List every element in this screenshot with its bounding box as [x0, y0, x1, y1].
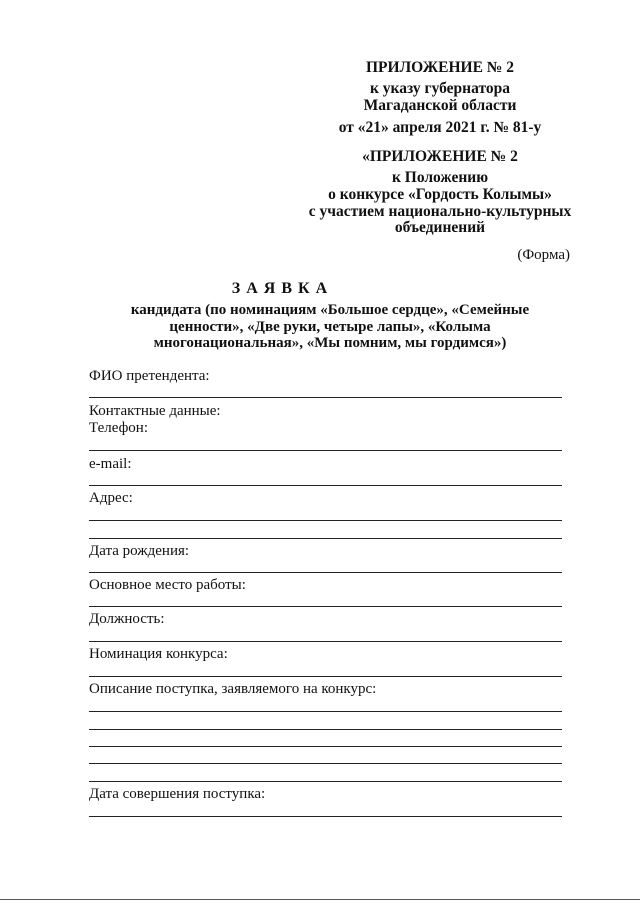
subtitle-line-2: ценности», «Две руки, четыре лапы», «Колыма: [169, 319, 491, 335]
field-fio-line[interactable]: [89, 397, 562, 398]
field-deed-date-line[interactable]: [89, 816, 562, 817]
decree-line-1: к указу губернатора: [370, 80, 510, 97]
field-workplace-line[interactable]: [89, 606, 562, 607]
field-email-label: e-mail:: [89, 456, 132, 472]
field-position-label: Должность:: [89, 611, 165, 627]
decree-date: от «21» апреля 2021 г. № 81-у: [338, 119, 542, 136]
decree-line-2: Магаданской области: [363, 97, 517, 114]
field-contacts-label: Контактные данные:: [89, 403, 221, 419]
document-title: З А Я В К А: [231, 280, 329, 297]
subtitle-line-1: кандидата (по номинациям «Большое сердце», «Семейные: [130, 302, 530, 318]
field-address-label: Адрес:: [89, 490, 133, 506]
field-birth-date-label: Дата рождения:: [89, 543, 190, 559]
page-bottom-edge: [0, 899, 640, 900]
field-address-line-1[interactable]: [89, 520, 562, 521]
field-description-label: Описание поступка, заявляемого на конкурс:: [89, 681, 377, 697]
field-description-line-1[interactable]: [89, 711, 562, 712]
regulation-title: «ПРИЛОЖЕНИЕ № 2: [362, 148, 518, 165]
regulation-line-2: о конкурсе «Гордость Колымы»: [328, 186, 552, 203]
field-phone-label: Телефон:: [89, 420, 148, 436]
regulation-line-3: с участием национально-культурных: [308, 203, 572, 220]
field-nomination-label: Номинация конкурса:: [89, 646, 228, 662]
field-fio-label: ФИО претендента:: [89, 368, 210, 384]
regulation-line-1: к Положению: [391, 169, 489, 186]
field-deed-date-label: Дата совершения поступка:: [89, 786, 266, 802]
field-address-line-2[interactable]: [89, 538, 562, 539]
field-birth-date-line[interactable]: [89, 572, 562, 573]
field-description-line-5[interactable]: [89, 781, 562, 782]
field-description-line-4[interactable]: [89, 763, 562, 764]
field-workplace-label: Основное место работы:: [89, 577, 246, 593]
field-description-line-3[interactable]: [89, 746, 562, 747]
appendix-title: ПРИЛОЖЕНИЕ № 2: [366, 59, 514, 76]
subtitle-line-3: многонациональная», «Мы помним, мы гордимся»): [153, 335, 507, 351]
regulation-line-4: объединений: [394, 219, 486, 236]
form-label: (Форма): [517, 247, 570, 263]
field-description-line-2[interactable]: [89, 729, 562, 730]
field-email-line[interactable]: [89, 485, 562, 486]
field-position-line[interactable]: [89, 641, 562, 642]
field-phone-line[interactable]: [89, 450, 562, 451]
field-nomination-line[interactable]: [89, 676, 562, 677]
